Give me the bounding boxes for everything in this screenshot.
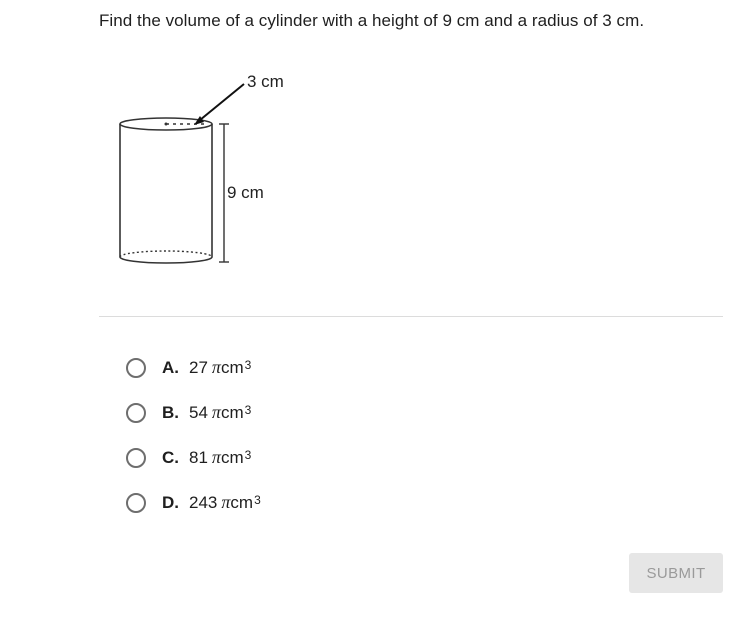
- radio-button-icon[interactable]: [126, 493, 146, 513]
- option-exponent: 3: [254, 492, 261, 507]
- option-value: 27: [189, 357, 208, 377]
- radio-button-icon[interactable]: [126, 403, 146, 423]
- option-pi: π: [211, 447, 221, 467]
- option-unit: cm: [220, 357, 244, 377]
- cylinder-bottom-front: [120, 257, 212, 263]
- option-pi: π: [211, 402, 221, 422]
- cylinder-diagram: [108, 66, 308, 276]
- option-letter: B.: [162, 402, 179, 422]
- option-letter: D.: [162, 492, 179, 512]
- radio-button-icon[interactable]: [126, 358, 146, 378]
- option-c[interactable]: [126, 435, 261, 480]
- option-pi: π: [211, 357, 221, 377]
- height-label: 9 cm: [227, 183, 264, 202]
- option-letter: A.: [162, 357, 179, 377]
- option-d[interactable]: [126, 480, 261, 525]
- submit-button[interactable]: SUBMIT: [629, 553, 723, 593]
- option-value: 81: [189, 447, 208, 467]
- option-unit: cm: [220, 447, 244, 467]
- cylinder-figure: [108, 66, 308, 276]
- option-exponent: 3: [244, 357, 252, 372]
- divider: [99, 316, 723, 317]
- option-value: 243: [189, 492, 218, 512]
- option-letter: C.: [162, 447, 179, 467]
- option-b[interactable]: [126, 390, 261, 435]
- option-unit: cm: [220, 402, 244, 422]
- center-point: [165, 123, 168, 126]
- option-exponent: 3: [244, 447, 252, 462]
- radius-label: 3 cm: [247, 72, 284, 91]
- option-a[interactable]: [126, 345, 261, 390]
- cylinder-bottom-back: [120, 251, 212, 257]
- radius-arrow-line: [200, 84, 244, 120]
- radio-button-icon[interactable]: [126, 448, 146, 468]
- question-text: Find the volume of a cylinder with a height of 9 cm and a radius of 3 cm.: [99, 11, 645, 30]
- option-unit: cm: [230, 492, 254, 512]
- option-pi: π: [221, 492, 231, 512]
- option-exponent: 3: [244, 402, 252, 417]
- answer-options: [126, 345, 261, 525]
- option-value: 54: [189, 402, 208, 422]
